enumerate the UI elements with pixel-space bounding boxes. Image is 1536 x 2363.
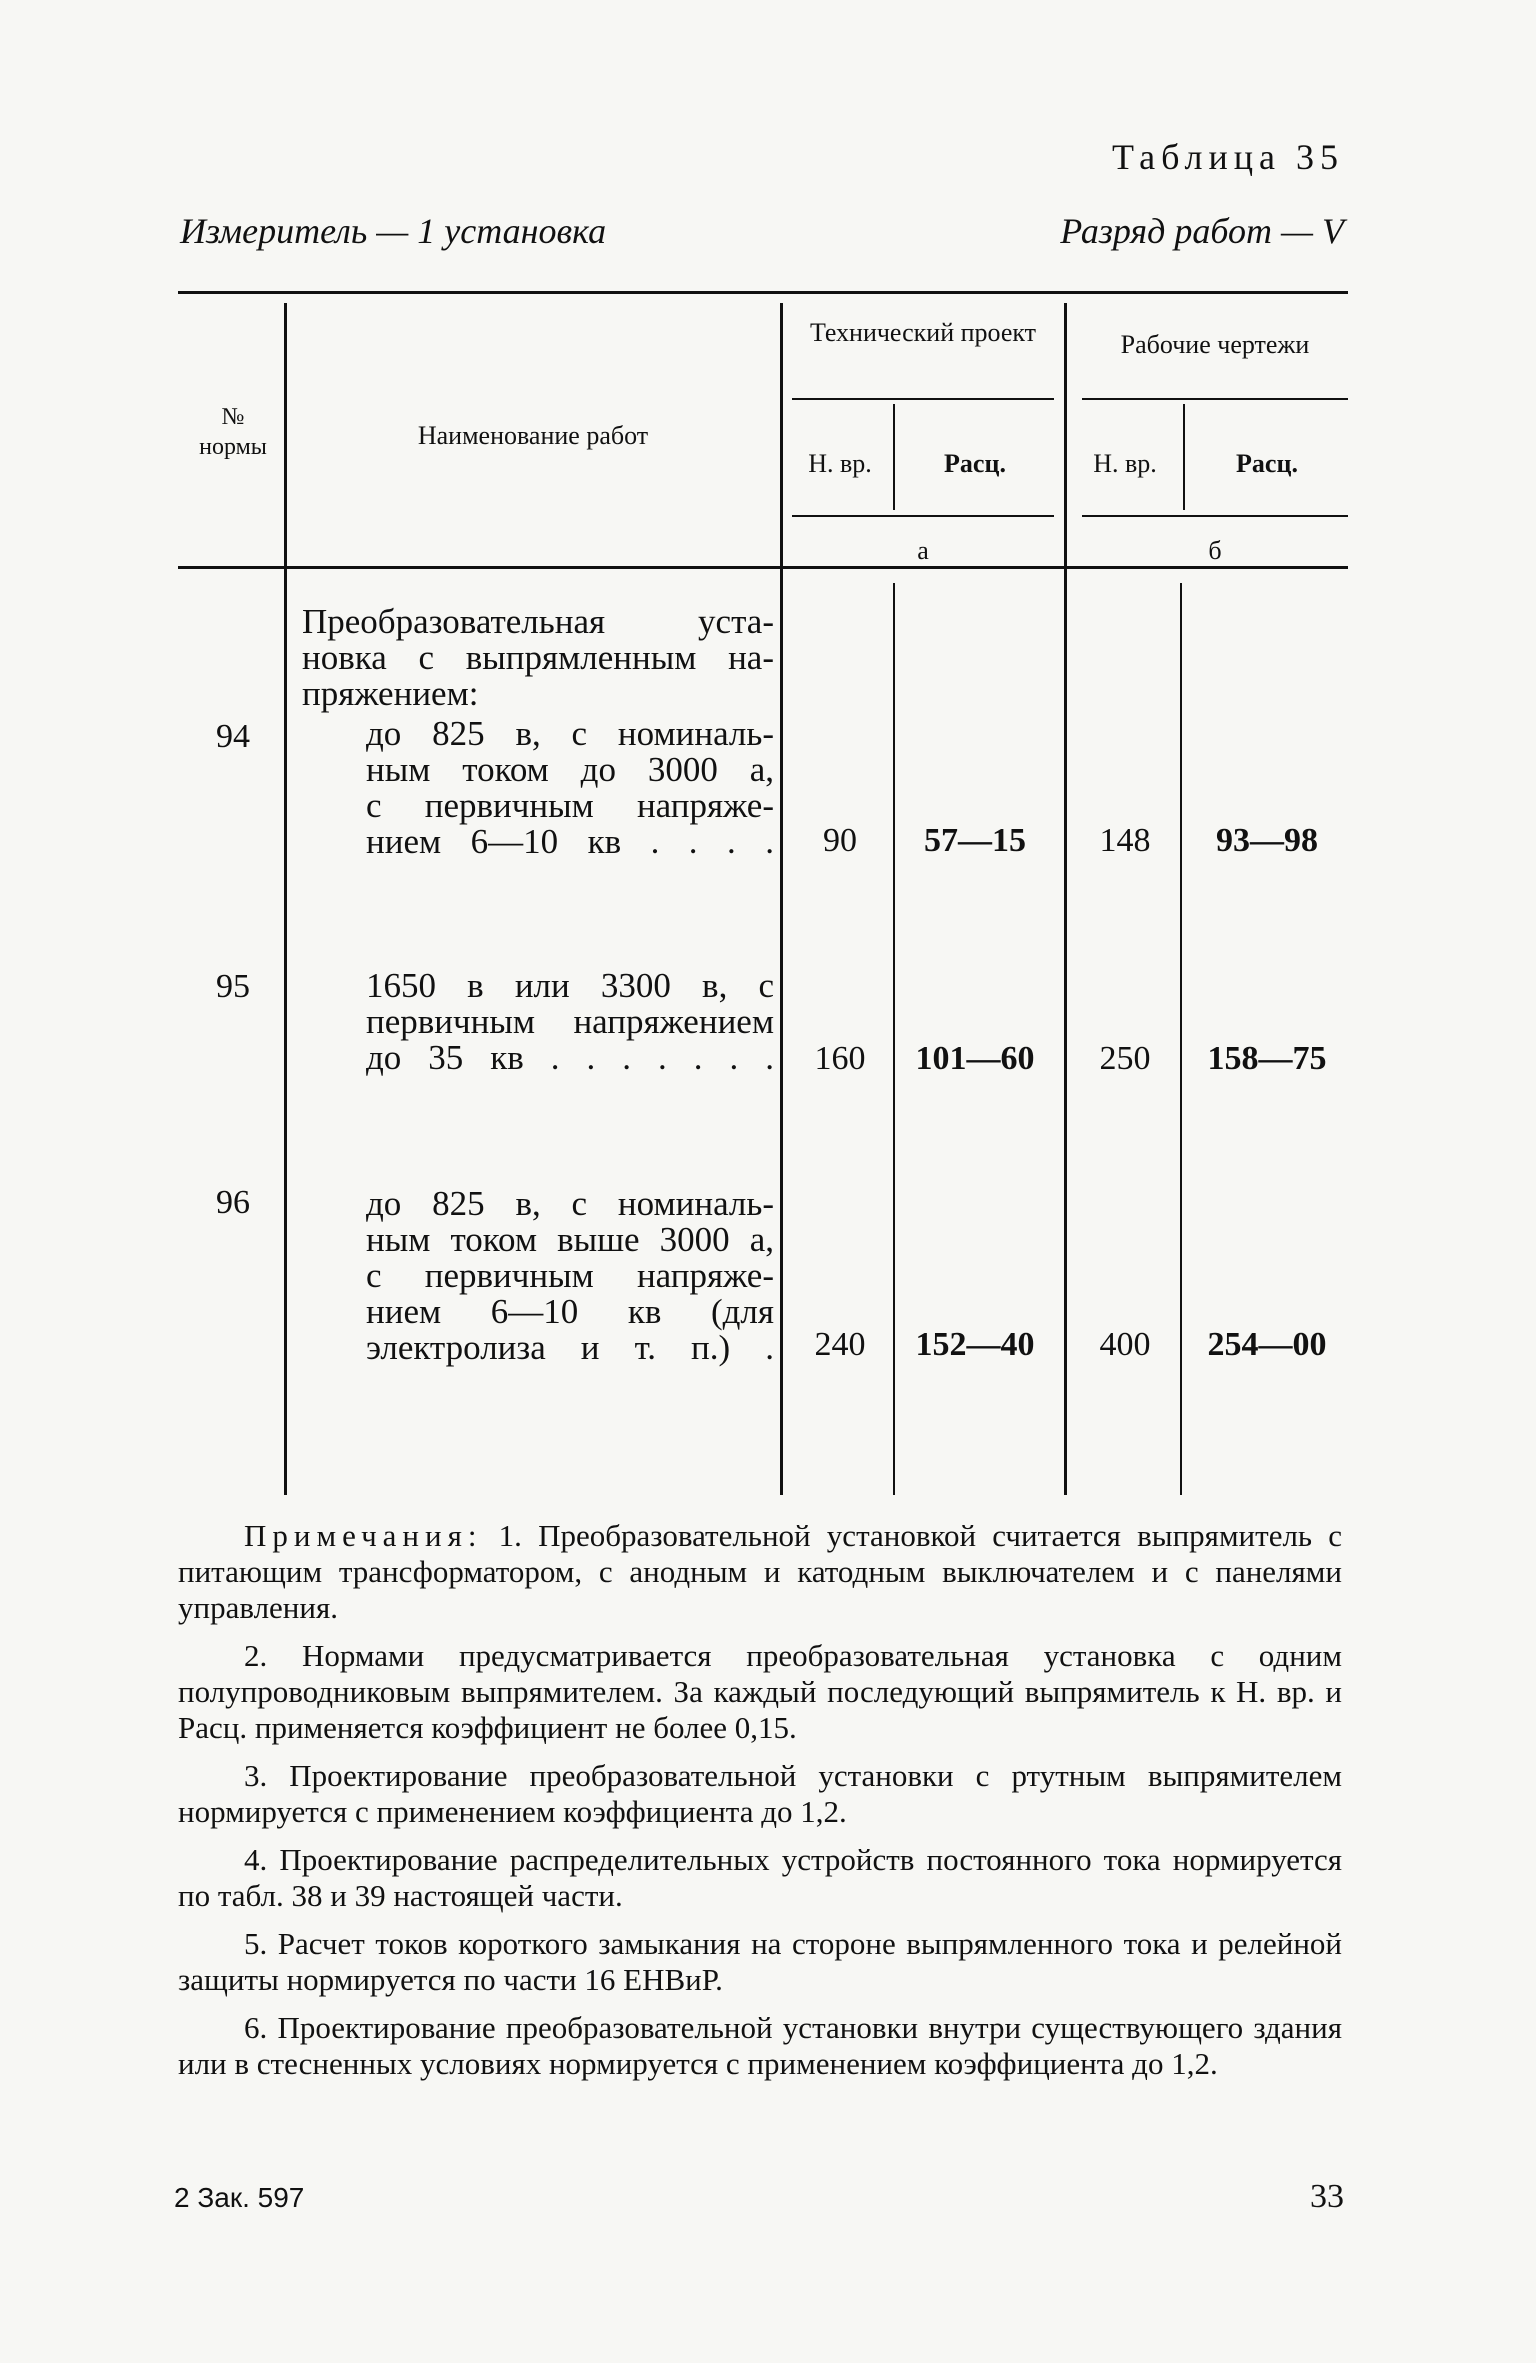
row-96-desc-line-4: нием 6—10 кв (для bbox=[366, 1292, 774, 1331]
col-letter-a: а bbox=[917, 536, 929, 565]
row-96-work-price: 254—00 bbox=[1207, 1326, 1327, 1363]
row-95-num: 95 bbox=[216, 968, 250, 1005]
sub-header-tech-time: Н. вр. bbox=[808, 449, 872, 478]
page-number: 33 bbox=[1310, 2178, 1344, 2215]
col-header-num: № нормы bbox=[199, 404, 267, 460]
row-96-tech-price: 152—40 bbox=[915, 1326, 1035, 1363]
row-94-desc-line-4: до 825 в, с номиналь- bbox=[366, 714, 774, 753]
sub-rule-work bbox=[1082, 515, 1348, 517]
measure-unit: Измеритель — 1 установка bbox=[180, 211, 607, 251]
col-header-name: Наименование работ bbox=[417, 421, 649, 450]
row-94-desc-line-2: новка с выпрямленным на- bbox=[302, 638, 774, 677]
row-96-num: 96 bbox=[216, 1184, 250, 1221]
notes-label: Примечания: bbox=[244, 1518, 483, 1553]
table-col-divider-1 bbox=[284, 303, 287, 1495]
row-96-desc-line-1: до 825 в, с номиналь- bbox=[366, 1184, 774, 1223]
note-1 bbox=[178, 1518, 1342, 1626]
group-header-tech: Технический проект bbox=[809, 318, 1037, 347]
row-95-tech-time: 160 bbox=[814, 1040, 866, 1077]
row-94-work-time: 148 bbox=[1099, 822, 1151, 859]
row-96-work-time: 400 bbox=[1099, 1326, 1151, 1363]
header-subcol-work bbox=[1183, 404, 1185, 510]
note-1-text: 1. Преобразовательной установкой считается выпрямитель с питающим трансформатором, с анодным и катодным выключателем и с панелями управления. bbox=[178, 1518, 1343, 1625]
row-96-desc-line-2: ным током выше 3000 а, bbox=[366, 1220, 774, 1259]
sub-header-work-time: Н. вр. bbox=[1093, 449, 1157, 478]
table-col-divider-3 bbox=[1064, 303, 1067, 1495]
row-94-tech-time: 90 bbox=[823, 822, 857, 859]
row-95-work-price: 158—75 bbox=[1207, 1040, 1327, 1077]
note-5: 5. Расчет токов короткого замыкания на стороне выпрямленного тока и релейной защиты нормируется по части 16 ЕНВиР. bbox=[178, 1926, 1342, 1997]
header-subcol-tech bbox=[893, 404, 895, 510]
note-4: 4. Проектирование распределительных устройств постоянного тока нормируется по табл. 38 и 39 настоящей части. bbox=[178, 1842, 1342, 1913]
row-96-desc-line-3: с первичным напряже- bbox=[366, 1256, 774, 1295]
table-label: Таблица 35 bbox=[1112, 137, 1344, 177]
row-95-work-time: 250 bbox=[1099, 1040, 1151, 1077]
row-94-desc-line-7: нием 6—10 кв . . . . bbox=[366, 822, 774, 861]
note-6: 6. Проектирование преобразовательной установки внутри существующего здания или в стесненных условиях нормируется с применением коэффициента до 1,2. bbox=[178, 2010, 1342, 2081]
row-95-tech-price: 101—60 bbox=[915, 1040, 1035, 1077]
row-94-num: 94 bbox=[216, 718, 250, 755]
notes-section bbox=[178, 1518, 1342, 2094]
sub-header-work-price: Расц. bbox=[1236, 449, 1298, 478]
note-2: 2. Нормами предусматривается преобразовательная установка с одним полупроводниковым выпрямителем. За каждый последующий выпрямитель к Н. вр. и Расц. применяется коэффициент не более 0,15. bbox=[178, 1638, 1342, 1745]
row-94-desc-line-3: пряжением: bbox=[302, 674, 479, 713]
table-top-rule bbox=[178, 291, 1348, 294]
row-94-desc-line-1: Преобразовательная уста- bbox=[302, 602, 774, 641]
row-94-tech-price: 57—15 bbox=[924, 822, 1026, 859]
footer-order: 2 Зак. 597 bbox=[174, 2182, 305, 2213]
col-letter-b: б bbox=[1208, 536, 1222, 565]
row-95-desc-line-2: первичным напряжением bbox=[366, 1002, 774, 1041]
group-header-work: Рабочие чертежи bbox=[1120, 330, 1310, 359]
table-header-rule bbox=[178, 566, 1348, 569]
group-rule-tech bbox=[792, 398, 1054, 400]
table-col-divider-2 bbox=[780, 303, 783, 1495]
group-rule-work bbox=[1082, 398, 1348, 400]
row-95-desc-line-1: 1650 в или 3300 в, с bbox=[366, 966, 774, 1005]
row-96-tech-time: 240 bbox=[814, 1326, 866, 1363]
note-3: 3. Проектирование преобразовательной установки с ртутным выпрямителем нормируется с применением коэффициента до 1,2. bbox=[178, 1758, 1342, 1829]
row-94-work-price: 93—98 bbox=[1216, 822, 1318, 859]
row-96-desc-line-5: электролиза и т. п.) . bbox=[366, 1328, 774, 1367]
row-94-desc-line-6: с первичным напряже- bbox=[366, 786, 774, 825]
work-grade: Разряд работ — V bbox=[1060, 211, 1344, 251]
row-94-desc-line-5: ным током до 3000 а, bbox=[366, 750, 774, 789]
sub-header-tech-price: Расц. bbox=[944, 449, 1006, 478]
body-subcol-tech bbox=[893, 583, 895, 1495]
row-95-desc-line-3: до 35 кв . . . . . . . bbox=[366, 1038, 774, 1077]
sub-rule-tech bbox=[792, 515, 1054, 517]
